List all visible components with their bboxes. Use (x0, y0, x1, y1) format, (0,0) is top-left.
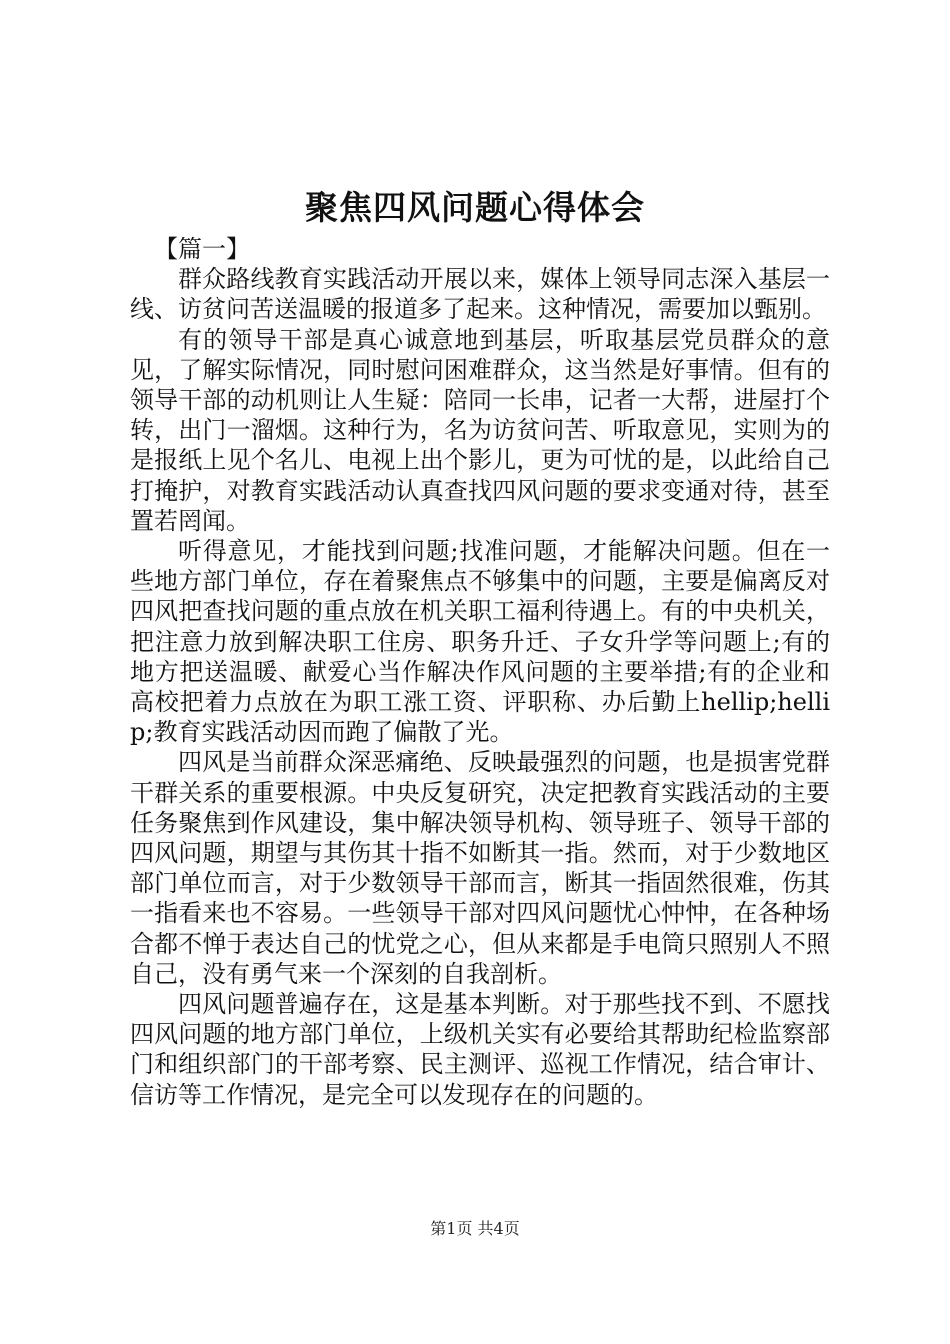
page-footer: 第1页 共4页 (430, 1219, 520, 1238)
document-title: 聚焦四风问题心得体会 (305, 188, 645, 227)
paragraph-2: 有的领导干部是真心诚意地到基层，听取基层党员群众的意见，了解实际情况，同时慰问困难群众，这当然是好事情。但有的领导干部的动机则让人生疑：陪同一长串，记者一大帮，进屋打个转，出门一溜烟。这种行为，名为访贫问苦、听取意见，实则为的是报纸上见个名儿、电视上出个影儿，更为可忧的是，以此给自己打掩护，对教育实践活动认真查找四风问题的要求变通对待，甚至置若罔闻。 (130, 325, 830, 535)
paragraph-3: 听得意见，才能找到问题;找准问题，才能解决问题。但在一些地方部门单位，存在着聚焦点不够集中的问题，主要是偏离反对四风把查找问题的重点放在机关职工福利待遇上。有的中央机关，把注意力放到解决职工住房、职务升迁、子女升学等问题上;有的地方把送温暖、献爱心当作解决作风问题的主要举措;有的企业和高校把着力点放在为职工涨工资、评职称、办后勤上hellip;hellip;教育实践活动因而跑了偏散了光。 (130, 537, 830, 747)
paragraph-5: 四风问题普遍存在，这是基本判断。对于那些找不到、不愿找四风问题的地方部门单位，上级机关实有必要给其帮助纪检监察部门和组织部门的干部考察、民主测评、巡视工作情况，结合审计、信访等工作情况，是完全可以发现存在的问题的。 (130, 990, 830, 1109)
document-body (130, 234, 830, 1110)
paragraph-4: 四风是当前群众深恶痛绝、反映最强烈的问题，也是损害党群干群关系的重要根源。中央反复研究，决定把教育实践活动的主要任务聚焦到作风建设，集中解决领导机构、领导班子、领导干部的四风问题，期望与其伤其十指不如断其一指。然而，对于少数地区部门单位而言，对于少数领导干部而言，断其一指固然很难，伤其一指看来也不容易。一些领导干部对四风问题忧心忡忡，在各种场合都不惮于表达自己的忧党之心，但从来都是手电筒只照别人不照自己，没有勇气来一个深刻的自我剖析。 (130, 748, 830, 988)
section-label: 【篇一】 (154, 235, 250, 263)
paragraph-1: 群众路线教育实践活动开展以来，媒体上领导同志深入基层一线、访贫问苦送温暖的报道多了起来。这种情况，需要加以甄别。 (130, 265, 830, 324)
